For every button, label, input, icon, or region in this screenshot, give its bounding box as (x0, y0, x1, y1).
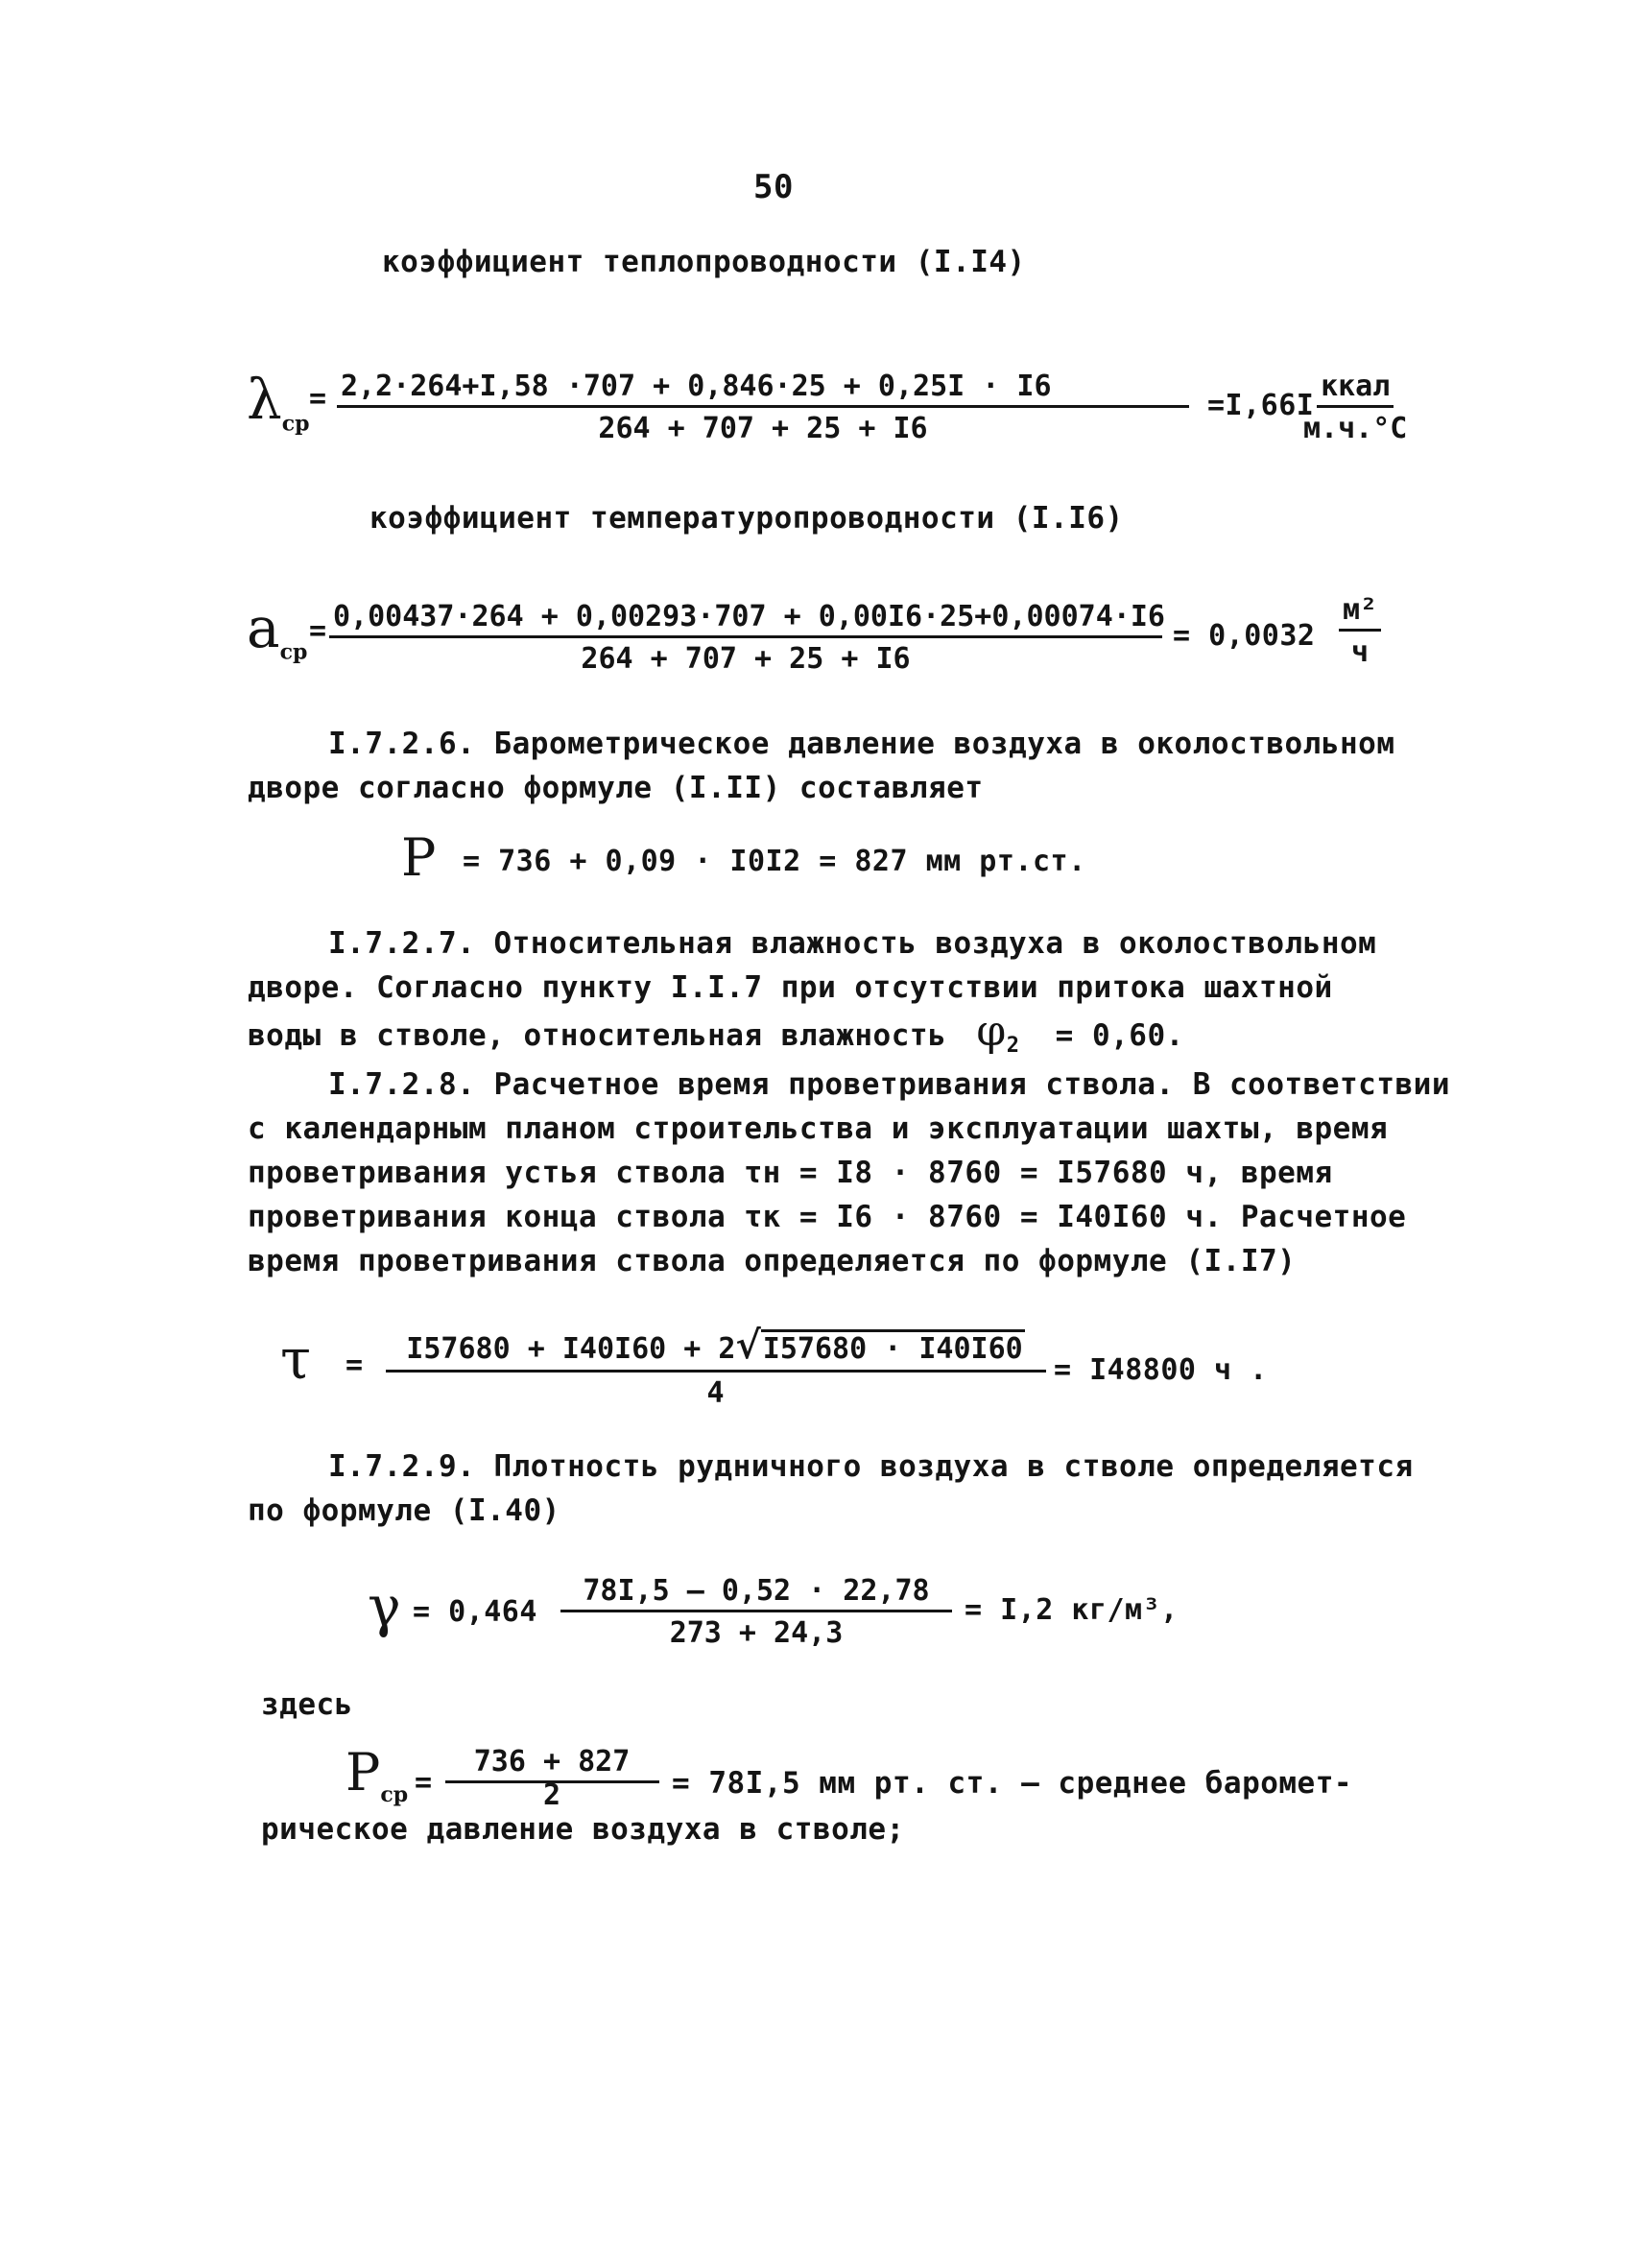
text-line: время проветривания ствола определяется по формуле (I.I7) (248, 1244, 1297, 1278)
fraction-numerator: 78I,5 – 0,52 · 22,78 (560, 1574, 952, 1612)
density-result: = I,2 кг/м³, (965, 1593, 1179, 1627)
tau-symbol: τ (280, 1326, 312, 1392)
fraction-numerator: 736 + 827 (445, 1745, 659, 1783)
fraction-denominator: 264 + 707 + 25 + I6 (581, 642, 911, 676)
thermal-diffusivity-unit (1339, 593, 1381, 669)
ventilation-time-result: = I48800 ч . (1054, 1353, 1268, 1387)
equals-sign: = (309, 614, 327, 648)
heat-conductivity-fraction (331, 370, 1195, 445)
fraction-denominator: 4 (706, 1376, 725, 1410)
text-line: I.7.2.9. Плотность рудничного воздуха в стволе определяется (328, 1449, 1414, 1484)
fraction-numerator: 0,00437·264 + 0,00293·707 + 0,00I6·25+0,00074·I6 (329, 600, 1162, 638)
unit-numerator: ккал (1317, 370, 1394, 408)
thermal-diffusivity-fraction (328, 600, 1163, 676)
p-symbol: P (401, 827, 437, 888)
section-1728-text (248, 1062, 1450, 1283)
lambda-symbol: $\lambda_{ср}$ (247, 367, 310, 437)
heat-conductivity-unit (1303, 370, 1407, 445)
equals-sign: = (309, 382, 327, 416)
page-number: 50 (753, 168, 794, 206)
section-1726-text (248, 722, 1395, 810)
unit-numerator: м² (1339, 593, 1381, 632)
heat-conductivity-result: =I,66I (1207, 389, 1315, 422)
fraction-numerator: I57680 + I40I60 + 2√I57680 · I40I60 (386, 1323, 1046, 1373)
p-mean-symbol: $P_{ср}$ (345, 1742, 409, 1807)
mean-pressure-fraction (441, 1745, 662, 1812)
mean-pressure-result-line2: рическое давление воздуха в стволе; (261, 1812, 905, 1847)
equals-sign: = (345, 1349, 364, 1382)
fraction-denominator: 264 + 707 + 25 + I6 (598, 412, 928, 445)
density-prefix: = 0,464 (413, 1595, 537, 1629)
text-line: I.7.2.8. Расчетное время проветривания ствола. В соответствии (328, 1067, 1450, 1102)
barometric-pressure-expression: = 736 + 0,09 · I0I2 = 827 мм рт.ст. (463, 845, 1086, 878)
section-1729-text (248, 1444, 1414, 1533)
text-line: дворе. Согласно пункту I.I.7 при отсутствии притока шахтной (248, 970, 1333, 1005)
section-1727-text (248, 921, 1376, 1068)
a-symbol: $a_{ср}$ (247, 595, 308, 665)
radical-sign: √ (735, 1323, 761, 1368)
text-line: воды в стволе, относительная влажность $\varphi_2 = 0,60$. (248, 1007, 1184, 1059)
gamma-symbol: γ (368, 1574, 401, 1639)
thermal-diffusivity-caption: коэффициент температуропроводности (I.I6) (369, 501, 1124, 536)
unit-denominator: ч (1351, 635, 1370, 669)
fraction-denominator: 2 (542, 1779, 561, 1812)
density-fraction (555, 1574, 958, 1650)
unit-denominator: м.ч.°C (1303, 412, 1408, 445)
fraction-denominator: 273 + 24,3 (669, 1616, 844, 1650)
thermal-diffusivity-result: = 0,0032 (1173, 619, 1316, 653)
equals-sign: = (415, 1766, 433, 1800)
humidity-value: = 0,60. (1055, 1018, 1184, 1053)
text-line: по формуле (I.40) (248, 1493, 560, 1528)
phi-symbol: φ (976, 1007, 1007, 1056)
text-line: дворе согласно формуле (I.II) составляет (248, 771, 984, 805)
text-line: I.7.2.6. Барометрическое давление воздуха в околоствольном (328, 727, 1395, 761)
ventilation-time-fraction (382, 1323, 1049, 1410)
mean-pressure-result-line1: = 78I,5 мм рт. ст. – среднее баромет- (672, 1766, 1353, 1801)
text-line: с календарным планом строительства и эксплуатации шахты, время (248, 1111, 1389, 1146)
fraction-numerator: 2,2·264+I,58 ·707 + 0,846·25 + 0,25I · I6 (337, 370, 1189, 408)
text-line: проветривания устья ствола τн = I8 · 8760 = I57680 ч, время (248, 1156, 1333, 1190)
heat-conductivity-caption: коэффициент теплопроводности (I.I4) (382, 245, 1026, 279)
text-line: I.7.2.7. Относительная влажность воздуха в околоствольном (328, 926, 1377, 961)
radicand: I57680 · I40I60 (761, 1329, 1025, 1366)
text-line: проветривания конца ствола τк = I6 · 8760 = I40I60 ч. Расчетное (248, 1200, 1407, 1234)
where-label: здесь (261, 1687, 353, 1722)
